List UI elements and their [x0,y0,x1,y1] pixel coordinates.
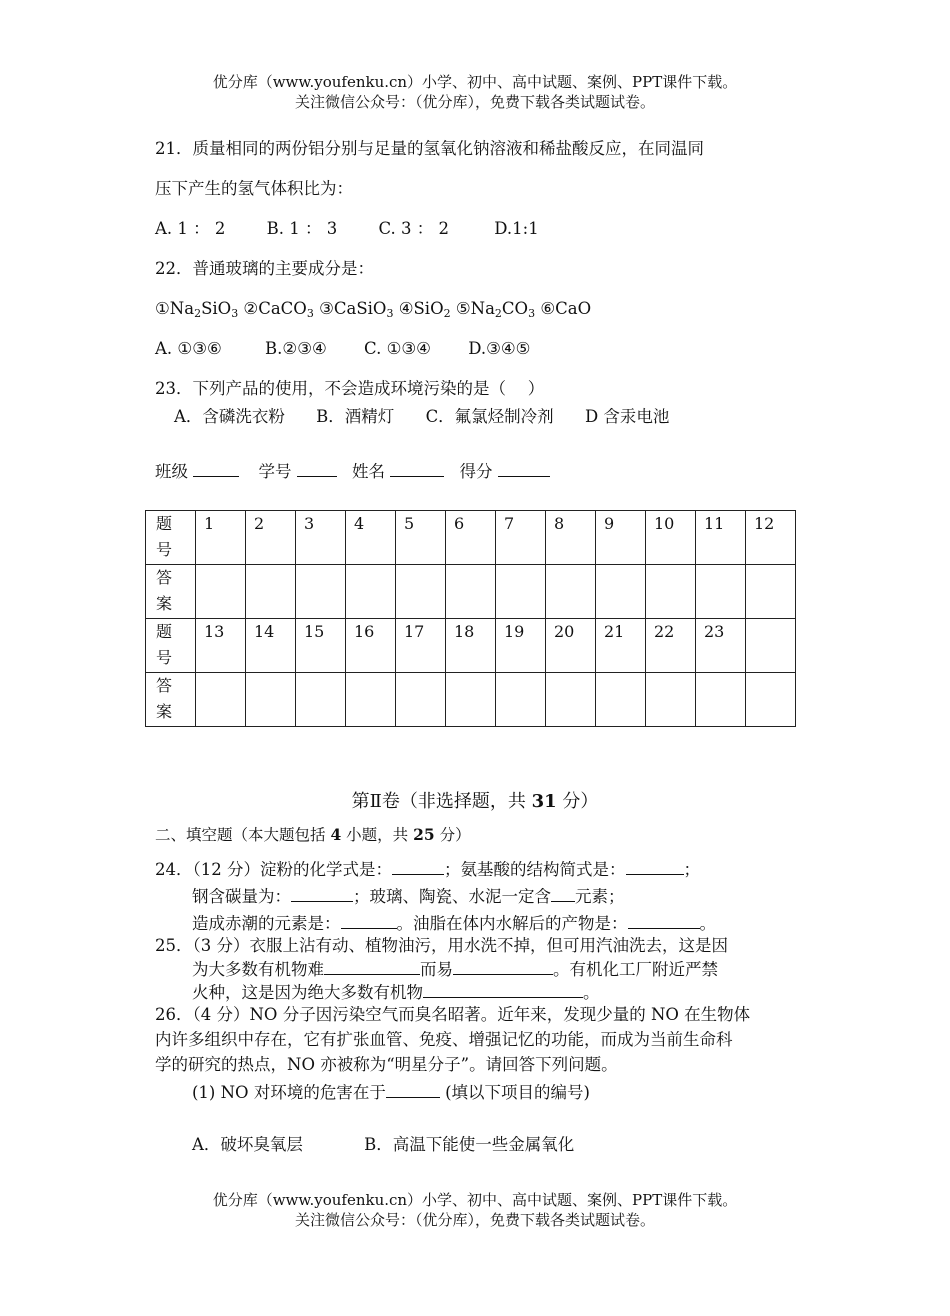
q22-item: SiO [201,299,232,318]
page-header [0,72,950,112]
q24-text: 元素； [575,887,625,906]
question-number-cell: 10 [646,511,696,565]
q25-text: 而易 [420,960,453,979]
label-char: 题 [156,622,173,641]
answer-cell[interactable] [246,673,296,727]
score-label: 得分 [459,462,493,481]
element-blank[interactable] [551,885,575,902]
q22-item: ①Na [155,299,195,318]
header-line-1: 优分库（www.youfenku.cn）小学、初中、高中试题、案例、PPT课件下载。 [212,73,738,91]
flammable-blank[interactable] [423,981,583,998]
q23-option-b: B．酒精灯 [316,407,395,426]
question-number-cell: 12 [746,511,796,565]
answer-cell[interactable] [646,565,696,619]
title-text: 分） [556,791,599,812]
q24-text: 造成赤潮的元素是： [192,914,341,933]
header-line-2: 关注微信公众号：（优分库），免费下载各类试题试卷。 [294,93,655,111]
q25-text: 为大多数有机物难 [192,960,324,979]
answer-cell[interactable] [196,565,246,619]
table-row [146,673,796,727]
answer-cell[interactable] [696,565,746,619]
subscript: 3 [386,307,394,320]
q23-option-c: C．氟氯烃制冷剂 [425,407,554,426]
answer-cell[interactable] [746,673,796,727]
answer-cell[interactable] [196,673,246,727]
starch-formula-blank[interactable] [392,858,444,875]
red-tide-blank[interactable] [341,912,397,929]
subscript: 3 [528,307,536,320]
q24-line3 [192,912,716,935]
q25-text: 。 [583,983,600,1002]
answer-cell[interactable] [496,565,546,619]
q22-components [155,298,591,320]
q26-text: (填以下项目的编号) [439,1083,590,1102]
hydrolysis-blank[interactable] [628,912,700,929]
page-footer [0,1190,950,1230]
answer-cell[interactable] [296,565,346,619]
question-number-cell: 1 [196,511,246,565]
name-label: 姓名 [352,462,385,481]
amino-acid-blank[interactable] [626,858,684,875]
label-char: 答 [156,676,173,695]
q26-text: (1) NO 对环境的危害在于 [192,1083,386,1102]
question-number-cell: 13 [196,619,246,673]
answer-cell[interactable] [596,673,646,727]
q24-text: 24．（12 分）淀粉的化学式是： [155,860,392,879]
label-char: 号 [156,540,173,559]
label-char: 答 [156,568,173,587]
q26-line1: 26．（4 分）NO 分子因污染空气而臭名昭著。近年来，发现少量的 NO 在生物体 [155,1005,751,1024]
insoluble-blank[interactable] [324,958,420,975]
q21-option-a: A. 1 ： 2 [155,219,226,238]
q22-item: ④SiO [393,299,444,318]
answer-cell[interactable] [396,673,446,727]
q22-item: ③CaSiO [313,299,387,318]
q22-item: CO [501,299,529,318]
question-number-label [146,511,196,565]
question-number-cell: 17 [396,619,446,673]
q24-text: ；氨基酸的结构简式是： [444,860,626,879]
q21-stem-line1: 21．质量相同的两份铝分别与足量的氢氧化钠溶液和稀盐酸反应，在同温同 [155,139,704,158]
q26-sub1 [192,1081,590,1104]
question-number-cell: 19 [496,619,546,673]
table-row [146,511,796,565]
question-number-label [146,619,196,673]
subscript: 2 [443,307,451,320]
q23-options [174,406,669,428]
q25-line1: 25．（3 分）衣服上沾有动、植物油污，用水洗不掉，但可用汽油洗去，这是因 [155,936,728,955]
number-label: 学号 [258,462,292,481]
q26-line3: 学的研究的热点，NO 亦被称为“明星分子”。请回答下列问题。 [155,1055,618,1074]
q22-option-c: C. ①③④ [364,339,431,358]
subscript: 3 [306,307,314,320]
answer-cell[interactable] [546,673,596,727]
answer-cell[interactable] [596,565,646,619]
q22-item: ⑤Na [450,299,495,318]
answer-cell[interactable] [346,673,396,727]
answer-cell[interactable] [446,673,496,727]
question-number-cell: 6 [446,511,496,565]
footer-line-1: 优分库（www.youfenku.cn）小学、初中、高中试题、案例、PPT课件下载。 [212,1191,738,1209]
answer-cell[interactable] [746,565,796,619]
q26-line2: 内许多组织中存在，它有扩张血管、免疫、增强记忆的功能，而成为当前生命科 [155,1030,733,1049]
question-number-cell: 22 [646,619,696,673]
question-number-cell: 16 [346,619,396,673]
q24-text: 钢含碳量为： [192,887,291,906]
q26-option-b: B．高温下能使一些金属氧化 [364,1135,575,1154]
q23-stem: 23．下列产品的使用，不会造成环境污染的是（ ） [155,379,545,398]
question-number-cell: 3 [296,511,346,565]
q21-options [155,218,539,240]
section-text: 小题，共 [341,826,414,844]
label-char: 案 [156,594,173,613]
question-number-cell: 21 [596,619,646,673]
question-number-cell: 11 [696,511,746,565]
student-info-row [155,460,550,483]
question-number-cell: 9 [596,511,646,565]
q25-text: 火种，这是因为绝大多数有机物 [192,983,423,1002]
q24-text: 。油脂在体内水解后的产物是： [396,914,628,933]
question-number-cell: 23 [696,619,746,673]
q22-option-a: A. ①③⑥ [155,339,222,358]
table-row [146,565,796,619]
q26-options [192,1134,574,1156]
table-row [146,619,796,673]
question-number-cell: 8 [546,511,596,565]
question-number-cell: 18 [446,619,496,673]
q25-line2 [192,958,718,981]
q22-item: ②CaCO [238,299,307,318]
label-char: 案 [156,702,173,721]
subscript: 3 [231,307,239,320]
class-field[interactable] [193,460,239,477]
q21-option-b: B. 1 ： 3 [266,219,338,238]
q24-line2 [192,885,625,908]
answer-cell[interactable] [696,673,746,727]
answer-cell[interactable] [396,565,446,619]
q21-option-c: C. 3 ： 2 [378,219,450,238]
answer-cell[interactable] [646,673,696,727]
answer-cell[interactable] [246,565,296,619]
q21-stem-line2: 压下产生的氢气体积比为： [155,179,353,198]
answer-cell[interactable] [546,565,596,619]
answer-label [146,565,196,619]
score-field[interactable] [498,460,550,477]
section-heading [155,824,471,846]
question-number-cell: 4 [346,511,396,565]
class-label: 班级 [155,462,188,481]
footer-line-2: 关注微信公众号：（优分库），免费下载各类试题试卷。 [294,1211,655,1229]
q21-option-d: D.1:1 [494,219,539,238]
answer-cell[interactable] [346,565,396,619]
q25-text: 。有机化工厂附近严禁 [553,960,718,979]
q24-text: ； [683,860,700,879]
section-text: 分） [434,826,471,844]
section-score: 25 [413,825,435,844]
answer-label [146,673,196,727]
answer-table [145,510,796,727]
q22-option-d: D.③④⑤ [468,339,531,358]
q26-option-a: A．破坏臭氧层 [192,1135,303,1154]
question-number-cell: 5 [396,511,446,565]
label-char: 号 [156,648,173,667]
q24-text: 。 [699,914,716,933]
q25-line3 [192,981,600,1004]
question-number-cell: 2 [246,511,296,565]
number-field[interactable] [297,460,337,477]
soluble-blank[interactable] [453,958,553,975]
answer-cell[interactable] [496,673,546,727]
label-char: 题 [156,514,173,533]
name-field[interactable] [390,460,444,477]
q24-text: ；玻璃、陶瓷、水泥一定含 [353,887,551,906]
question-number-cell [746,619,796,673]
q24-line1 [155,858,700,881]
title-score: 31 [531,791,557,812]
subscript: 2 [194,307,202,320]
question-number-cell: 14 [246,619,296,673]
question-number-cell: 15 [296,619,346,673]
question-number-cell: 20 [546,619,596,673]
q23-option-d: D 含汞电池 [584,407,670,426]
section-text: 二、填空题（本大题包括 [155,826,331,844]
q23-option-a: A．含磷洗衣粉 [174,407,285,426]
q22-options [155,338,530,360]
q22-option-b: B.②③④ [265,339,327,358]
title-text: 第Ⅱ卷（非选择题，共 [351,791,532,812]
steel-carbon-blank[interactable] [291,885,353,902]
answer-cell[interactable] [446,565,496,619]
q22-stem: 22．普通玻璃的主要成分是： [155,259,374,278]
section-count: 4 [330,825,342,844]
subscript: 2 [494,307,502,320]
question-number-cell: 7 [496,511,546,565]
q22-item: ⑥CaO [535,299,592,318]
answer-cell[interactable] [296,673,346,727]
part-two-title [0,790,950,814]
no-hazard-blank[interactable] [386,1081,440,1098]
